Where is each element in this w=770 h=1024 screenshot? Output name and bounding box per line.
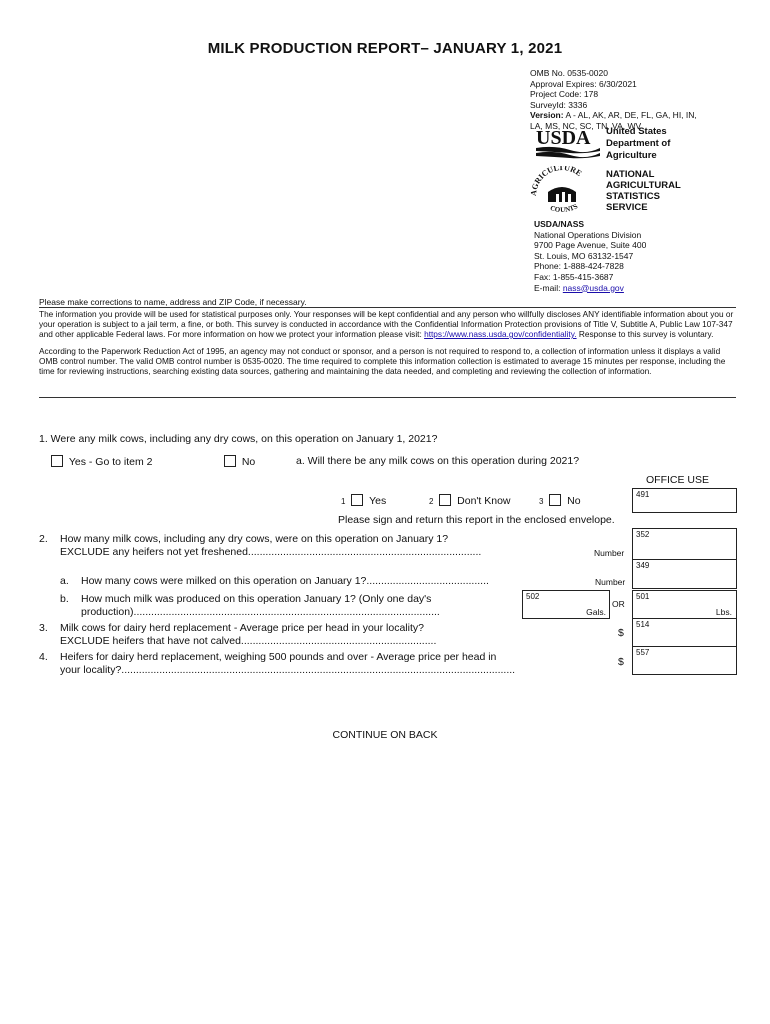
q2b-gallons-field[interactable] [522,590,610,619]
omb-number: OMB No. 0535-0020 [530,68,608,78]
version-label: Version: [530,110,564,121]
q1a-yes-checkbox[interactable] [351,494,363,506]
address-fax: Fax: 1-855-415-3687 [534,271,614,282]
q1a-yes-option[interactable] [341,494,386,509]
nass-line-1: NATIONAL [606,169,655,180]
address-street: 9700 Page Avenue, Suite 400 [534,240,647,251]
question-1a: a. Will there be any milk cows on this operation during 2021? [296,455,580,467]
option-number: 1 [341,497,346,506]
address-email [534,283,646,294]
question-2b [81,593,519,618]
q3-price-field[interactable] [632,618,737,647]
email-label: E-mail: [534,282,563,293]
q3-line-1: Milk cows for dairy herd replacement - Average price per head in your locality? [60,622,424,634]
usda-logo-text: USDA [536,127,591,149]
seal-top-text: AGRICULTURE [528,166,584,197]
option-number: 2 [429,497,434,506]
usda-line-1: United States [606,126,667,137]
divider [39,307,736,308]
page-title: MILK PRODUCTION REPORT– JANUARY 1, 2021 [207,40,563,57]
q1-no-checkbox[interactable] [224,455,236,467]
q2b-pounds-field[interactable] [632,590,737,619]
usda-logo-icon [534,126,602,160]
survey-id: SurveyId: 3336 [530,99,588,110]
continue-on-back: CONTINUE ON BACK [332,729,438,741]
q1a-dont-know-label: Don't Know [457,495,511,507]
question-1: 1. Were any milk cows, including any dry cows, on this operation on January 1, 2021? [39,433,438,445]
q4-line-1: Heifers for dairy herd replacement, weighing 500 pounds and over - Average price per head in [60,651,497,663]
nass-line-2: AGRICULTURAL [606,180,681,191]
usda-line-2: Department of [606,138,671,149]
address-city: St. Louis, MO 63132-1547 [534,250,634,261]
q3-number: 3. [39,622,48,634]
office-use-box-491[interactable] [632,488,737,513]
q3-line-2: EXCLUDE heifers that have not calved................................................................... [60,634,437,647]
corrections-note: Please make corrections to name, address and ZIP Code, if necessary. [39,297,307,307]
approval-expires: Approval Expires: 6/30/2021 [530,78,637,89]
gallons-unit: Gals. [586,607,606,617]
usda-logo [534,126,602,165]
q2-number-field[interactable] [632,528,737,560]
option-number: 3 [539,497,544,506]
q2b-label: b. [60,593,69,605]
paperwork-reduction-paragraph: According to the Paperwork Reduction Act of 1995, an agency may not conduct or sponsor, and a person is not required to respond to, a collection of information unless it displays a valid OMB control number. The valid OMB control number is 0535-0020. The time required to complete this information collection is estimated to average 15 minutes per response, including the time for reviewing instructions, searching existing data sources, gathering and maintaining the data needed, and completing and reviewing the collection of information. [39,346,726,376]
item-code: 502 [526,592,540,601]
item-code: 349 [636,561,650,570]
version-value: A - AL, AK, AR, DE, FL, GA, HI, IN, [563,110,697,121]
usda-department-name [606,126,670,162]
q1a-yes-label: Yes [369,495,387,507]
confidentiality-text: The information you provide will be used for statistical purposes only. Your responses will be kept confidential and any person who willfully discloses ANY identifiable information about you or your operation is subject to a jail term, a fine, or both. This survey is conducted in accordance with the Confidential Information Protection provisions of Title V, Subtitle A, Public Law 107-347 and other applicable Federal laws. For more information on how we protect your information please visit: [39,309,734,339]
nass-agency-name [606,169,681,213]
q1a-no-checkbox[interactable] [549,494,561,506]
address-org: USDA/NASS [534,219,585,229]
q4-dollar-sign: $ [618,656,624,668]
q1a-no-label: No [567,495,581,507]
or-label: OR [612,599,625,609]
return-address [534,219,646,293]
item-code: 491 [636,490,650,499]
confidentiality-statement [39,309,739,383]
nass-line-3: STATISTICS [606,191,661,202]
q1-yes-checkbox[interactable] [51,455,63,467]
q1a-no-option[interactable] [539,494,581,509]
q2a-label: a. [60,575,69,587]
item-code: 514 [636,620,650,629]
q1a-dont-know-option[interactable] [429,494,511,509]
version-states-cont: LA, MS, NC, SC, TN, VA, WV [530,120,642,131]
question-2a: How many cows were milked on this operation on January 1?.......................................... [81,575,489,587]
q4-price-field[interactable] [632,646,737,675]
seal-bottom-text: COUNTS [549,202,580,214]
question-2 [60,533,572,558]
nass-line-4: SERVICE [606,202,648,213]
nass-seal-icon [526,166,598,218]
version-line [530,110,760,121]
usda-line-3: Agriculture [606,150,657,161]
confidentiality-link[interactable]: https://www.nass.usda.gov/confidentiality. [424,329,577,339]
q2a-unit: Number [595,577,626,587]
sign-and-return-note: Please sign and return this report in the enclosed envelope. [338,514,615,526]
q2b-line-1: How much milk was produced on this operation January 1? (Only one day's [81,593,432,605]
question-3 [60,622,520,647]
q1-no-option[interactable] [224,455,255,469]
address-division: National Operations Division [534,229,642,240]
divider [39,397,736,398]
q1a-dont-know-checkbox[interactable] [439,494,451,506]
q2-unit: Number [594,548,625,558]
item-code: 352 [636,530,650,539]
form-metadata [530,68,760,132]
q2a-number-field[interactable] [632,559,737,589]
office-use-label: OFFICE USE [646,474,710,486]
address-phone: Phone: 1-888-424-7828 [534,261,624,272]
svg-text:COUNTS [549,202,579,214]
q1-yes-label: Yes - Go to item 2 [68,456,153,468]
project-code: Project Code: 178 [530,89,599,100]
q1-no-label: No [241,456,256,468]
question-4 [60,651,606,676]
q2-line-1: How many milk cows, including any dry cows, were on this operation on January 1? [60,533,449,545]
item-code: 501 [636,592,650,601]
item-code: 557 [636,648,650,657]
q2-number: 2. [39,533,48,545]
email-link[interactable]: nass@usda.gov [562,282,624,293]
q1-yes-option[interactable] [51,455,153,469]
pounds-unit: Lbs. [715,607,732,617]
q4-number: 4. [39,651,48,663]
q4-line-2: your locality?....................................................................................................................................... [60,663,516,676]
q2-line-2: EXCLUDE any heifers not yet freshened................................................................................ [60,545,482,558]
q3-dollar-sign: $ [618,627,624,639]
q2b-line-2: production)......................................................................................................... [81,605,440,618]
confidentiality-paragraph [39,309,739,339]
voluntary-text: Response to this survey is voluntary. [576,329,714,339]
